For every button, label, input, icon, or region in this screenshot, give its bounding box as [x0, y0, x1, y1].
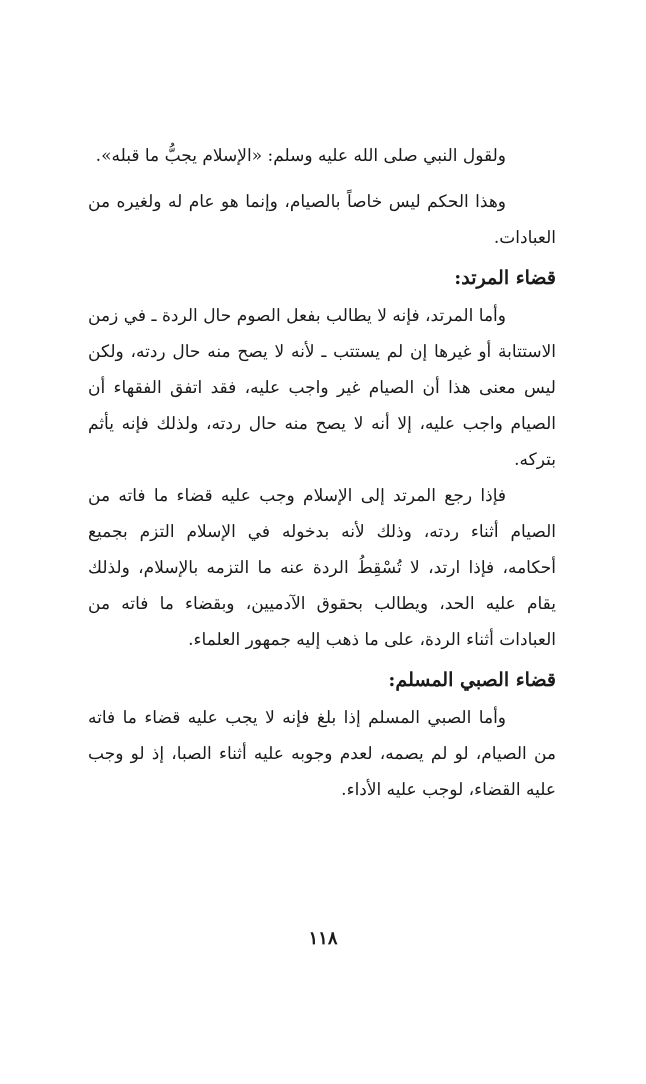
paragraph-hadith: ولقول النبي صلى الله عليه وسلم: «الإسلام يجبُّ ما قبله». — [95, 146, 506, 166]
heading-child-makeup: قضاء الصبي المسلم: — [388, 669, 556, 691]
page-body — [88, 138, 556, 808]
paragraph-ruling-general: وهذا الحكم ليس خاصاً بالصيام، وإنما هو عام له ولغيره من العبادات. — [88, 192, 556, 248]
page-number: ١١٨ — [308, 928, 338, 949]
heading-apostate-makeup: قضاء المرتد: — [454, 267, 556, 289]
paragraph-apostate-ruling: وأما المرتد، فإنه لا يطالب بفعل الصوم حال الردة ـ في زمن الاستتابة أو غيرها إن لم يستتب ـ لأنه لا يصح منه حال ردته، ولكن ليس معنى هذا أن الصيام غير واجب عليه، فقد اتفق الفقهاء أن الصيام واجب عليه، إلا أنه لا يصح منه حال ردته، ولذلك فإنه يأثم بتركه. — [88, 306, 556, 470]
paragraph-apostate-return: فإذا رجع المرتد إلى الإسلام وجب عليه قضاء ما فاته من الصيام أثناء ردته، وذلك لأنه بدخوله في الإسلام التزم بجميع أحكامه، فإذا ارتد، لا تُسْقِطُ الردة عنه ما التزمه بالإسلام، ولذلك يقام عليه الحد، ويطالب بحقوق الآدميين، وبقضاء ما فاته من العبادات أثناء الردة، على ما ذهب إليه جمهور العلماء. — [88, 486, 557, 650]
paragraph-child-ruling: وأما الصبي المسلم إذا بلغ فإنه لا يجب عليه قضاء ما فاته من الصيام، لو لم يصمه، لعدم وجوبه عليه أثناء الصبا، إذ لو وجب عليه القضاء، لوجب عليه الأداء. — [88, 708, 556, 800]
